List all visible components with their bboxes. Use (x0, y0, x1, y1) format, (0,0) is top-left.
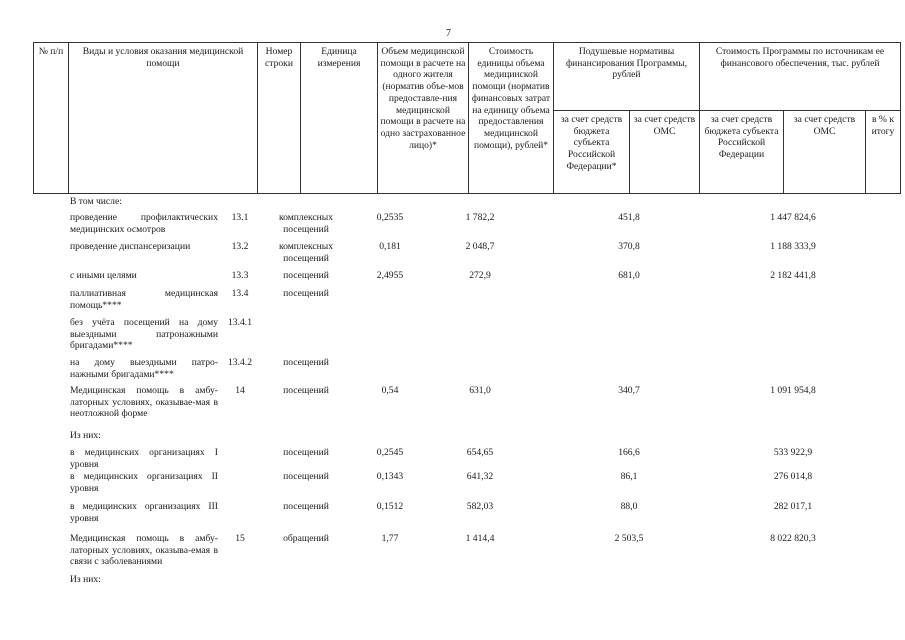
row-name: с иными целями (70, 270, 137, 281)
row-line: 13.3 (231, 270, 249, 281)
row-cost: 641,32 (466, 471, 494, 482)
row-name: Медицинская помощь в амбу-латорных условиях, оказывае-мая в неотложной форме (70, 385, 218, 419)
row-volume: 0,1343 (376, 471, 404, 482)
header-col-volume: Объем медицинской помощи в расчете на одного жителя (норматив объе-мов предоставле-ния медицинской помощи в расчете на одно застрахованное лицо)* (378, 43, 469, 194)
row-oms: 166,6 (618, 447, 640, 458)
row-volume: 0,181 (379, 241, 401, 252)
row-line: 13.1 (231, 212, 249, 223)
row-total: 8 022 820,3 (770, 533, 816, 544)
row-unit: посещений (283, 357, 329, 368)
row-line: 13.4.2 (228, 357, 252, 368)
row-unit: комплексных посещений (278, 241, 334, 264)
row-name: без учёта посещений на дому выездными патронажными бригадами**** (70, 317, 218, 351)
header-col-no: № п/п (34, 43, 69, 194)
row-unit: посещений (283, 288, 329, 299)
row-name: паллиативная медицинская помощь**** (70, 288, 218, 311)
row-total: 282 017,1 (773, 501, 813, 512)
row-unit: посещений (283, 501, 329, 512)
row-name: проведение диспансеризации (70, 241, 191, 252)
row-line: 13.2 (231, 241, 249, 252)
row-volume: 0,54 (381, 385, 399, 396)
row-volume: 0,2535 (376, 212, 404, 223)
header-col-per-capita: Подушевые нормативы финансирования Программы, рублей (554, 43, 700, 111)
row-oms: 370,8 (618, 241, 640, 252)
row-line: 13.4 (231, 288, 249, 299)
row-cost: 2 048,7 (465, 241, 495, 252)
row-total: 1 188 333,9 (770, 241, 816, 252)
table-header (33, 42, 901, 194)
row-unit: посещений (283, 447, 329, 458)
header-col-unit: Единица измерения (301, 43, 378, 194)
header-col-program: Стоимость Программы по источникам ее финансового обеспечения, тыс. рублей (700, 43, 901, 111)
row-name: проведение профилактических медицинских осмотров (70, 212, 218, 235)
row-oms: 2 503,5 (614, 533, 644, 544)
page-number: 7 (446, 28, 451, 39)
row-volume: 1,77 (381, 533, 399, 544)
row-cost: 654,65 (466, 447, 494, 458)
including-label: В том числе: (70, 196, 122, 207)
row-cost: 631,0 (469, 385, 491, 396)
header-col-pc-budget: за счет средств бюджета субъекта Российской Федерации* (554, 111, 630, 194)
row-oms: 451,8 (618, 212, 640, 223)
row-volume: 0,2545 (376, 447, 404, 458)
of-which-label-2: Из них: (70, 574, 101, 585)
row-line: 15 (235, 533, 245, 544)
of-which-label: Из них: (70, 430, 101, 441)
row-unit: посещений (283, 385, 329, 396)
row-volume: 0,1512 (376, 501, 404, 512)
header-col-pr-oms: за счет средств ОМС (784, 111, 866, 194)
row-oms: 681,0 (618, 270, 640, 281)
row-total: 276 014,8 (773, 471, 813, 482)
row-cost: 1 414,4 (465, 533, 495, 544)
row-unit: комплексных посещений (278, 212, 334, 235)
row-oms: 340,7 (618, 385, 640, 396)
row-oms: 88,0 (620, 501, 638, 512)
row-total: 533 922,9 (773, 447, 813, 458)
row-name: Медицинская помощь в амбу-латорных условиях, оказыва-емая в связи с заболеваниями (70, 533, 218, 567)
row-unit: обращений (283, 533, 329, 544)
row-cost: 1 782,2 (465, 212, 495, 223)
row-total: 1 091 954,8 (770, 385, 816, 396)
header-col-pr-budget: за счет средств бюджета субъекта Российской Федерации (700, 111, 784, 194)
row-total: 1 447 824,6 (770, 212, 816, 223)
row-name: в медицинских организациях III уровня (70, 501, 218, 524)
row-unit: посещений (283, 270, 329, 281)
header-col-line: Номер строки (258, 43, 301, 194)
row-cost: 582,03 (466, 501, 494, 512)
row-oms: 86,1 (620, 471, 638, 482)
header-col-pc-oms: за счет средств ОМС (630, 111, 700, 194)
row-line: 14 (235, 385, 245, 396)
row-name: в медицинских организациях II уровня (70, 471, 218, 494)
header-col-cost: Стоимость единицы объема медицинской помощи (норматив финансовых затрат на единицу объема предоставления медицинской помощи), рублей* (469, 43, 554, 194)
row-cost: 272,9 (469, 270, 491, 281)
header-col-name: Виды и условия оказания медицинской помощи (69, 43, 258, 194)
row-line: 13.4.1 (228, 317, 252, 328)
row-volume: 2,4955 (376, 270, 404, 281)
row-name: в медицинских организациях I уровня (70, 447, 218, 470)
row-unit: посещений (283, 471, 329, 482)
header-col-pr-pct: в % к итогу (866, 111, 901, 194)
row-name: на дому выездными патро-нажными бригадами**** (70, 357, 218, 380)
row-total: 2 182 441,8 (770, 270, 816, 281)
